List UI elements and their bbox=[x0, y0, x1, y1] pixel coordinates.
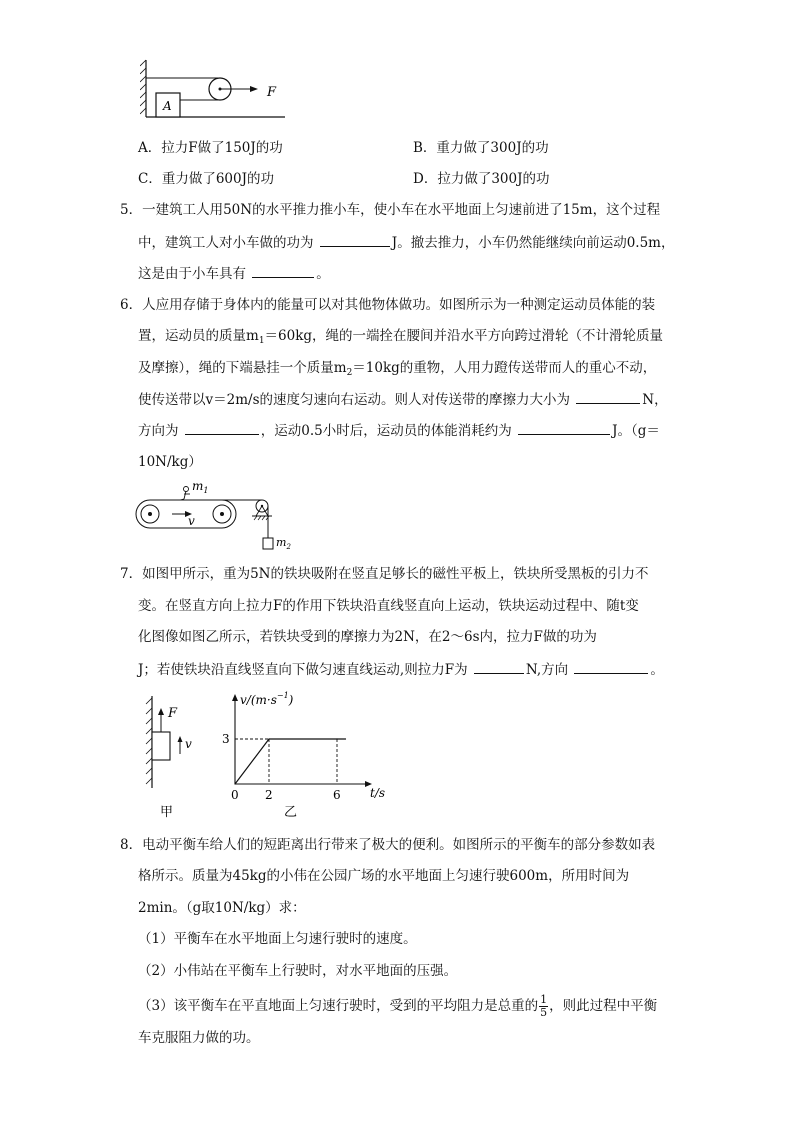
y-axis-arrow bbox=[232, 694, 238, 701]
q6-line2: 置，运动员的质量$m_1=60kg$，绳的一端拴在腰间并沿水平方向跨过滑轮（不计滑轮质量 bbox=[138, 328, 664, 346]
q6-line3: 及摩擦），绳的下端悬挂一个质量$m_2=10kg$的重物，人用力蹬传送带而人的重心不动， bbox=[138, 360, 657, 378]
figure-jia bbox=[140, 690, 210, 820]
q6-line5: 方向为 ，运动0.5小时后，运动员的体能消耗约为 J。（g＝ bbox=[138, 420, 660, 441]
option-b: B．重力做了300J的功 bbox=[413, 140, 549, 156]
y-tick-label-3: 3 bbox=[222, 732, 230, 746]
jia-force-label: F bbox=[168, 706, 178, 721]
q5-blank-work[interactable] bbox=[320, 232, 390, 247]
q8-number: 8． bbox=[120, 837, 143, 853]
q7-blank-force[interactable] bbox=[474, 659, 524, 674]
x-tick-label-0: 0 bbox=[231, 788, 239, 802]
q8-line1: 8．电动平衡车给人们的短距离出行带来了极大的便利。如图所示的平衡车的部分参数如表 bbox=[120, 837, 656, 853]
q5-blank-inertia[interactable] bbox=[252, 263, 314, 278]
q6-number: 6． bbox=[120, 297, 143, 313]
belt-velocity-label: v bbox=[188, 514, 195, 528]
q5-number: 5． bbox=[120, 202, 143, 218]
y-axis-label: $v/(m\cdot s^{-1})$ bbox=[240, 691, 294, 707]
q6-blank-energy[interactable] bbox=[518, 420, 610, 435]
q5-line2: 中，建筑工人对小车做的功为 J。撤去推力，小车仍然能继续向前运动0.5m， bbox=[138, 232, 674, 253]
block-a-label: A bbox=[163, 99, 172, 113]
figure-jia-caption: 甲 bbox=[160, 805, 174, 820]
force-f-label: F bbox=[267, 85, 277, 100]
q8-sub2: （2）小伟站在平衡车上行驶时，对水平地面的压强。 bbox=[138, 963, 458, 979]
x-axis-label: t/s bbox=[370, 786, 386, 800]
q7-line4: J；若使铁块沿直线竖直向下做匀速直线运动,则拉力F为 N,方向 。 bbox=[138, 659, 664, 680]
figure-yi-caption: 乙 bbox=[284, 805, 298, 820]
jia-velocity-label: v bbox=[185, 737, 192, 751]
q7-number: 7． bbox=[120, 566, 143, 582]
q8-sub4: 车克服阻力做的功。 bbox=[138, 1030, 260, 1046]
q8-line2: 格所示。质量为45kg的小伟在公园广场的水平地面上匀速行驶600m，所用时间为 bbox=[138, 868, 630, 884]
m1-label: $m_1$ bbox=[192, 479, 209, 495]
q6-line6: 10N/kg） bbox=[138, 454, 202, 470]
option-d: D．拉力做了300J的功 bbox=[413, 171, 550, 187]
q7-line3: 化图像如图乙所示，若铁块受到的摩擦力为2N，在2～6s内，拉力F做的功为 bbox=[138, 629, 597, 645]
option-c: C．重力做了600J的功 bbox=[138, 171, 275, 187]
q7-line1: 7．如图甲所示，重为5N的铁块吸附在竖直足够长的磁性平板上，铁块所受黑板的引力不 bbox=[120, 566, 649, 582]
vt-chart bbox=[220, 684, 400, 824]
q7-line2: 变。在竖直方向上拉力F的作用下铁块沿直线竖直向上运动，铁块运动过程中、随t变 bbox=[138, 598, 639, 614]
q6-blank-direction[interactable] bbox=[185, 420, 259, 435]
m2-label: $m_2$ bbox=[276, 536, 291, 551]
pulley-figure bbox=[140, 52, 290, 122]
fraction-one-fifth: $\frac{1}{5}$ bbox=[540, 993, 548, 1019]
data-point-0 bbox=[234, 783, 235, 784]
q6-line4: 使传送带以v＝2m/s的速度匀速向右运动。则人对传送带的摩擦力大小为 N， bbox=[138, 389, 668, 410]
q5-line3: 这是由于小车具有 。 bbox=[138, 263, 330, 284]
series-line-v-t bbox=[235, 739, 346, 784]
q8-sub1: （1）平衡车在水平地面上匀速行驶时的速度。 bbox=[138, 931, 417, 947]
q8-sub3: （3）该平衡车在平直地面上匀速行驶时，受到的平均阻力是总重的 $\frac{1}{5}$ ，则此过程中平衡 bbox=[138, 993, 658, 1019]
x-tick-label-2: 2 bbox=[265, 788, 273, 802]
x-tick-label-6: 6 bbox=[333, 788, 341, 802]
conveyor-figure bbox=[134, 478, 294, 552]
q6-line1: 6．人应用存储于身体内的能量可以对其他物体做功。如图所示为一种测定运动员体能的装 bbox=[120, 297, 656, 313]
q7-blank-direction[interactable] bbox=[574, 659, 648, 674]
q8-line3: 2min。（g取10N/kg）求： bbox=[138, 900, 306, 916]
q6-blank-friction[interactable] bbox=[576, 389, 640, 404]
option-a: A．拉力F做了150J的功 bbox=[138, 140, 283, 156]
q5-line1: 5．一建筑工人用50N的水平推力推小车，使小车在水平地面上匀速前进了15m，这个过程 bbox=[120, 202, 661, 218]
data-point-3 bbox=[345, 738, 346, 739]
